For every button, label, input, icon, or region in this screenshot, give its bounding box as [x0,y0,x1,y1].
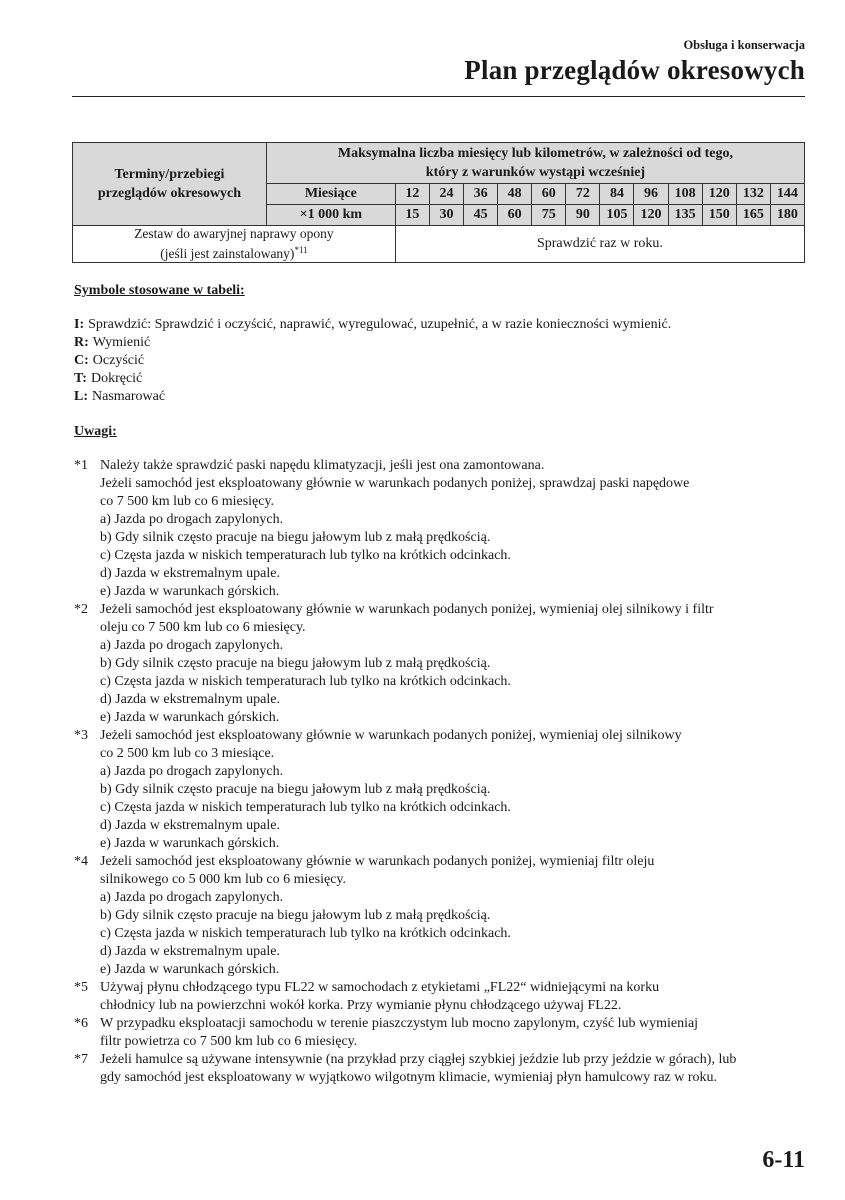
note-line: b) Gdy silnik często pracuje na biegu jałowym lub z małą prędkością. [100,908,491,923]
note-line: a) Jazda po drogach zapylonych. [100,764,284,779]
corner-header-line1: Terminy/przebiegi [114,167,225,182]
note-mark: *6 [74,1016,88,1031]
note-line: Jeżeli samochód jest eksploatowany głównie w warunkach podanych poniżej, wymieniaj olej silnikowy i filtr [100,602,714,617]
note-line: Należy także sprawdzić paski napędu klimatyzacji, jeśli jest ona zamontowana. [100,458,545,473]
km-value: 165 [736,205,770,226]
note-line: chłodnicy lub na powierzchni wokół korka. Przy wymianie płynu chłodzącego używaj FL22. [100,998,622,1013]
note-line: b) Gdy silnik często pracuje na biegu jałowym lub z małą prędkością. [100,656,491,671]
km-value: 75 [532,205,566,226]
months-value: 36 [464,184,498,205]
note-mark: *4 [74,854,88,869]
row-label-line1: Zestaw do awaryjnej naprawy opony [134,226,334,241]
months-value: 120 [702,184,736,205]
symbol-key: L: [74,389,88,404]
page-number: 6-11 [762,1147,805,1173]
note-line: silnikowego co 5 000 km lub co 6 miesięcy. [100,872,346,887]
note-item [74,1015,809,1051]
table-corner-header [73,143,267,226]
months-value: 132 [736,184,770,205]
title-rule [72,96,805,97]
note-line: Jeżeli samochód jest eksploatowany głównie w warunkach podanych poniżej, sprawdzaj paski napędowe [100,476,690,491]
note-line: d) Jazda w ekstremalnym upale. [100,566,280,581]
note-line: c) Częsta jazda w niskich temperaturach lub tylko na krótkich odcinkach. [100,926,511,941]
km-value: 120 [634,205,668,226]
months-value: 108 [668,184,702,205]
symbol-item [74,316,809,334]
note-line: c) Częsta jazda w niskich temperaturach lub tylko na krótkich odcinkach. [100,674,511,689]
km-value: 150 [702,205,736,226]
symbols-heading: Symbole stosowane w tabeli: [74,283,245,298]
symbol-text: Nasmarować [92,389,166,404]
max-interval-line2: który z warunków wystąpi wcześniej [425,165,646,180]
note-mark: *7 [74,1052,88,1067]
months-value: 84 [600,184,634,205]
page-title: Plan przeglądów okresowych [464,55,805,85]
symbols-list [74,316,809,406]
note-line: Używaj płynu chłodzącego typu FL22 w samochodach z etykietami „FL22“ widniejącymi na korku [100,980,660,995]
corner-header-line2: przeglądów okresowych [97,186,242,201]
content-area [74,282,809,1087]
note-item [74,979,809,1015]
note-line: d) Jazda w ekstremalnym upale. [100,944,280,959]
symbol-key: I: [74,317,85,332]
months-value: 60 [532,184,566,205]
note-line: b) Gdy silnik często pracuje na biegu jałowym lub z małą prędkością. [100,782,491,797]
tire-repair-kit-label [73,226,396,263]
max-interval-header [266,143,804,184]
note-line: e) Jazda w warunkach górskich. [100,710,280,725]
tire-repair-kit-value: Sprawdzić raz w roku. [395,226,804,263]
note-mark: *3 [74,728,88,743]
months-value: 24 [429,184,463,205]
months-value: 96 [634,184,668,205]
months-value: 144 [770,184,804,205]
months-value: 48 [498,184,532,205]
note-item [74,853,809,979]
table-row [73,226,805,263]
note-line: gdy samochód jest eksploatowany w wyjątkowo wilgotnym klimacie, wymieniaj płyn hamulcowy raz w roku. [100,1070,718,1085]
section-label: Obsługa i konserwacja [683,38,805,52]
notes-heading: Uwagi: [74,424,117,439]
months-value: 72 [566,184,600,205]
symbol-text: Wymienić [92,335,151,350]
km-value: 135 [668,205,702,226]
note-line: d) Jazda w ekstremalnym upale. [100,818,280,833]
symbol-text: Oczyścić [92,353,145,368]
note-line: e) Jazda w warunkach górskich. [100,836,280,851]
km-value: 45 [464,205,498,226]
note-line: a) Jazda po drogach zapylonych. [100,512,284,527]
maintenance-schedule-table [72,142,805,263]
note-line: Jeżeli hamulce są używane intensywnie (na przykład przy ciągłej szybkiej jeździe lub przy jeździe w górach), lub [100,1052,737,1067]
note-line: Jeżeli samochód jest eksploatowany głównie w warunkach podanych poniżej, wymieniaj filtr oleju [100,854,655,869]
symbol-key: R: [74,335,89,350]
max-interval-line1: Maksymalna liczba miesięcy lub kilometrów, w zależności od tego, [337,146,733,161]
symbol-item [74,370,809,388]
km-value: 60 [498,205,532,226]
note-line: Jeżeli samochód jest eksploatowany głównie w warunkach podanych poniżej, wymieniaj olej silnikowy [100,728,682,743]
note-line: c) Częsta jazda w niskich temperaturach lub tylko na krótkich odcinkach. [100,800,511,815]
row-label-line2: (jeśli jest zainstalowany) [160,246,295,261]
note-line: co 7 500 km lub co 6 miesięcy. [100,494,275,509]
note-mark: *5 [74,980,88,995]
note-mark: *2 [74,602,88,617]
note-item [74,601,809,727]
table-header-row [73,143,805,184]
note-line: co 2 500 km lub co 3 miesiące. [100,746,275,761]
km-value: 180 [770,205,804,226]
symbol-item [74,334,809,352]
symbol-key: T: [74,371,87,386]
notes-list [74,457,809,1087]
note-line: a) Jazda po drogach zapylonych. [100,638,284,653]
note-item [74,727,809,853]
note-line: c) Częsta jazda w niskich temperaturach lub tylko na krótkich odcinkach. [100,548,511,563]
symbol-item [74,388,809,406]
row-label-footnote: *11 [294,245,308,255]
months-value: 12 [395,184,429,205]
symbol-item [74,352,809,370]
symbol-text: Sprawdzić: Sprawdzić i oczyścić, naprawić, wyregulować, uzupełnić, a w razie konieczności wymienić. [88,317,672,332]
months-label: Miesiące [266,184,395,205]
km-value: 105 [600,205,634,226]
km-value: 90 [566,205,600,226]
note-line: b) Gdy silnik często pracuje na biegu jałowym lub z małą prędkością. [100,530,491,545]
km-value: 30 [429,205,463,226]
note-line: d) Jazda w ekstremalnym upale. [100,692,280,707]
note-line: oleju co 7 500 km lub co 6 miesięcy. [100,620,306,635]
symbol-text: Dokręcić [90,371,143,386]
note-line: e) Jazda w warunkach górskich. [100,962,280,977]
km-label: ×1 000 km [266,205,395,226]
note-mark: *1 [74,458,88,473]
note-item [74,1051,809,1087]
km-value: 15 [395,205,429,226]
note-line: e) Jazda w warunkach górskich. [100,584,280,599]
note-item [74,457,809,601]
symbol-key: C: [74,353,89,368]
note-line: W przypadku eksploatacji samochodu w terenie piaszczystym lub mocno zapylonym, czyść lub wymieniaj [100,1016,699,1031]
note-line: filtr powietrza co 7 500 km lub co 6 miesięcy. [100,1034,358,1049]
note-line: a) Jazda po drogach zapylonych. [100,890,284,905]
